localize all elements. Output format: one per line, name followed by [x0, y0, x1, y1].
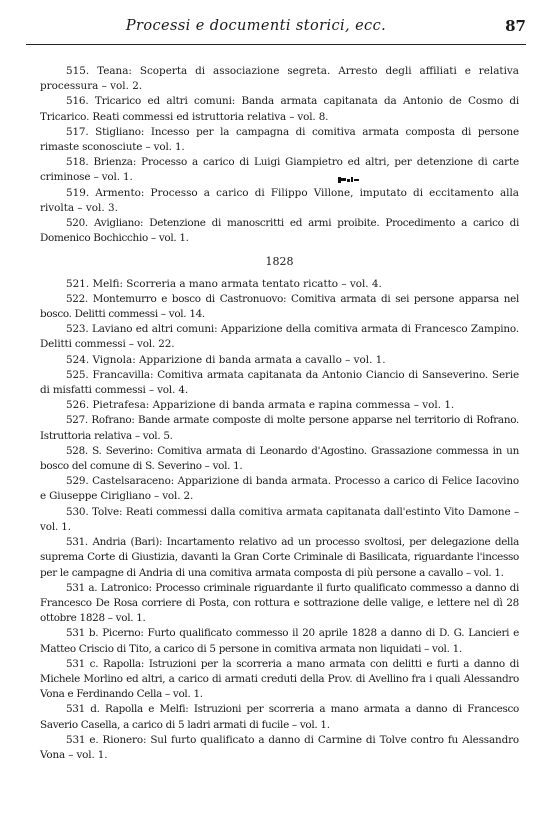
entry-523: 523. Laviano ed altri comuni: Apparizione della comitiva armata di Francesco Zampino. Delitti commessi – vol. 22. [40, 323, 519, 351]
entry-520: 520. Avigliano: Detenzione di manoscritti ed armi proibite. Procedimento a carico di Domenico Bochicchio – vol. 1. [40, 217, 519, 245]
entry-527: 527. Rofrano: Bande armate composte di molte persone apparse nel territorio di Rofrano. Istruttoria relativa – vol. 5. [40, 414, 519, 442]
entry-517: 517. Stigliano: Incesso per la campagna di comitiva armata composta di persone rimaste sconosciute – vol. 1. [40, 125, 519, 154]
running-title: Processi e documenti storici, ecc. [125, 18, 387, 34]
entry-518: 518. Brienza: Processo a carico di Luigi Giampietro ed altri, per detenzione di carte criminose – vol. 1. [40, 156, 519, 184]
page-number: 87 [505, 17, 526, 35]
entry-521: 521. Melfi: Scorreria a mano armata tentato ricatto – vol. 4. [66, 277, 382, 290]
year-heading: 1828 [265, 255, 294, 269]
entry-515: 515. Teana: Scoperta di associazione segreta. Arresto degli affiliati e relativa processura – vol. 2. [40, 65, 519, 93]
entry-531e: 531 e. Rionero: Sul furto qualificato a danno di Carmine di Tolve contro fu Alessandro Vona – vol. 1. [40, 733, 519, 761]
entry-522: 522. Montemurro e bosco di Castronuovo: Comitiva armata di sei persone apparsa nel bosco. Delitti commessi – vol. 14. [40, 292, 519, 321]
entry-526: 526. Pietrafesa: Apparizione di banda armata e rapina commessa – vol. 1. [66, 399, 455, 412]
page-header [26, 18, 526, 40]
entry-528: 528. S. Severino: Comitiva armata di Leonardo d'Agostino. Grassazione commessa in un bosco del comune di S. Severino – vol. 1. [40, 444, 519, 473]
entry-531d: 531 d. Rapolla e Melfi: Istruzioni per scorreria a mano armata a danno di Francesco Saverio Casella, a carico di 5 ladri armati di fucile – vol. 1. [40, 703, 519, 731]
entry-531c: 531 c. Rapolla: Istruzioni per la scorreria a mano armata con delitti e furti a danno di Michele Morlino ed altri, a carico di armati creduti della Prov. di Avellino fra i quali Alessandro Vona e Ferdinando Cella – vol. 1. [40, 657, 519, 701]
entry-531b: 531 b. Picerno: Furto qualificato commesso il 20 aprile 1828 a danno di D. G. Lancieri e Matteo Criscio di Tito, a carico di 5 persone in comitiva armata non liquidati – vol. 1. [40, 627, 519, 655]
document-body [40, 64, 519, 763]
entry-531a: 531 a. Latronico: Processo criminale riguardante il furto qualificato commesso a danno di Francesco De Rosa corriere di Posta, con rottura e sottrazione delle valige, e lettere nel dì 28 ottobre 1828 – vol. 1. [40, 581, 519, 625]
entry-529: 529. Castelsaraceno: Apparizione di banda armata. Processo a carico di Felice Iacovino e Giuseppe Cirigliano – vol. 2. [40, 475, 519, 503]
entry-531: 531. Andria (Bari): Incartamento relativo ad un processo svoltosi, per delegazione della suprema Corte di Giustizia, davanti la Gran Corte Criminale di Basilicata, riguardante l'incesso per le campagne di Andria di una comitiva armata composta di più persone a cavallo – vol. 1. [40, 536, 519, 579]
entry-530: 530. Tolve: Reati commessi dalla comitiva armata capitanata dall'estinto Vito Damone – vol. 1. [40, 505, 519, 533]
entry-516: 516. Tricarico ed altri comuni: Banda armata capitanata da Antonio de Cosmo di Tricarico. Reati commessi ed istruttoria relativa – vol. 8. [40, 95, 519, 123]
entry-525: 525. Francavilla: Comitiva armata capitanata da Antonio Ciancio di Sanseverino. Serie di misfatti commessi – vol. 4. [40, 368, 519, 397]
entry-524: 524. Vignola: Apparizione di banda armata a cavallo – vol. 1. [66, 353, 386, 366]
header-rule [26, 44, 526, 45]
entry-519: 519. Armento: Processo a carico di Filippo Villone, imputato di eccitamento alla rivolta – vol. 3. [40, 186, 519, 214]
